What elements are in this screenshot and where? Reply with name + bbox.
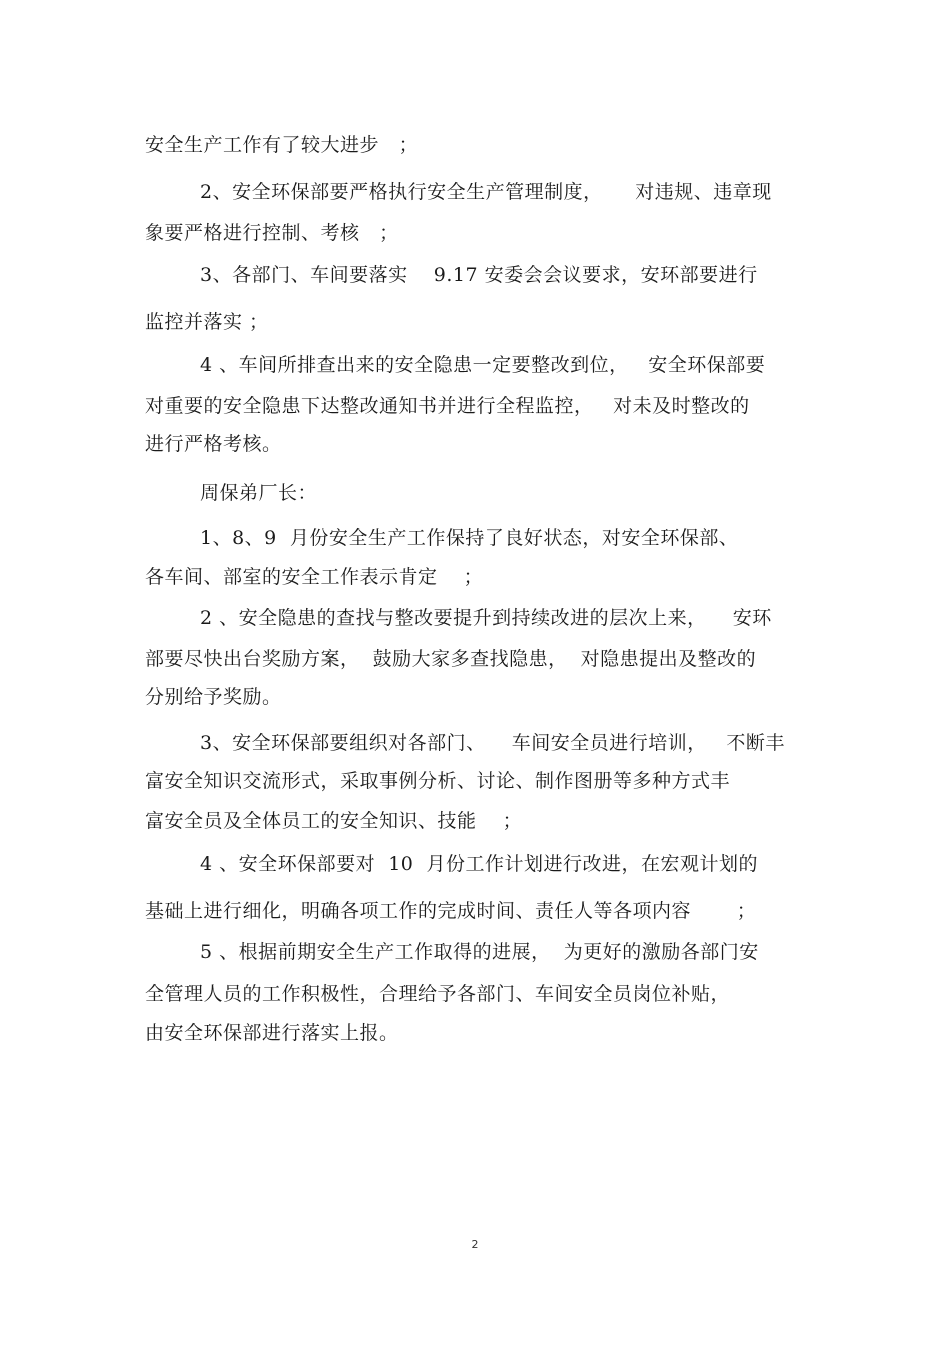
text-line-17: 富安全员及全体员工的安全知识、技能 ； <box>145 810 523 832</box>
page-number: 2 <box>471 1238 479 1251</box>
text-line-12: 2 、安全隐患的查找与整改要提升到持续改进的层次上来， 安环 <box>200 607 772 629</box>
text-line-20: 5 、根据前期安全生产工作取得的进展， 为更好的激励各部门安 <box>200 941 759 963</box>
text-line-19: 基础上进行细化，明确各项工作的完成时间、责任人等各项内容 ； <box>145 900 757 922</box>
text-line-18: 4 、安全环保部要对 10 月份工作计划进行改进，在宏观计划的 <box>200 853 758 875</box>
text-line-15: 3、安全环保部要组织对各部门、 车间安全员进行培训， 不断丰 <box>200 732 785 754</box>
text-line-2: 2、安全环保部要严格执行安全生产管理制度， 对违规、违章现 <box>200 181 772 203</box>
text-line-3: 象要严格进行控制、考核 ； <box>145 222 399 244</box>
text-line-13: 部要尽快出台奖励方案， 鼓励大家多查找隐患， 对隐患提出及整改的 <box>145 648 757 670</box>
text-line-14: 分别给予奖励。 <box>145 686 282 708</box>
text-line-4: 3、各部门、车间要落实 9.17 安委会会议要求，安环部要进行 <box>200 264 758 286</box>
text-line-22: 由安全环保部进行落实上报。 <box>145 1022 399 1044</box>
text-line-7: 对重要的安全隐患下达整改通知书并进行全程监控， 对未及时整改的 <box>145 395 750 417</box>
text-line-9: 周保弟厂长： <box>200 482 318 504</box>
text-line-8: 进行严格考核。 <box>145 433 282 455</box>
text-line-21: 全管理人员的工作积极性，合理给予各部门、车间安全员岗位补贴， <box>145 983 731 1005</box>
text-line-11: 各车间、部室的安全工作表示肯定 ； <box>145 566 484 588</box>
text-line-10: 1、8、9 月份安全生产工作保持了良好状态，对安全环保部、 <box>200 527 739 549</box>
text-line-6: 4 、车间所排查出来的安全隐患一定要整改到位， 安全环保部要 <box>200 354 766 376</box>
text-line-16: 富安全知识交流形式，采取事例分析、讨论、制作图册等多种方式丰 <box>145 770 731 792</box>
text-line-1: 安全生产工作有了较大进步 ； <box>145 134 419 156</box>
text-line-5: 监控并落实 ； <box>145 311 269 333</box>
